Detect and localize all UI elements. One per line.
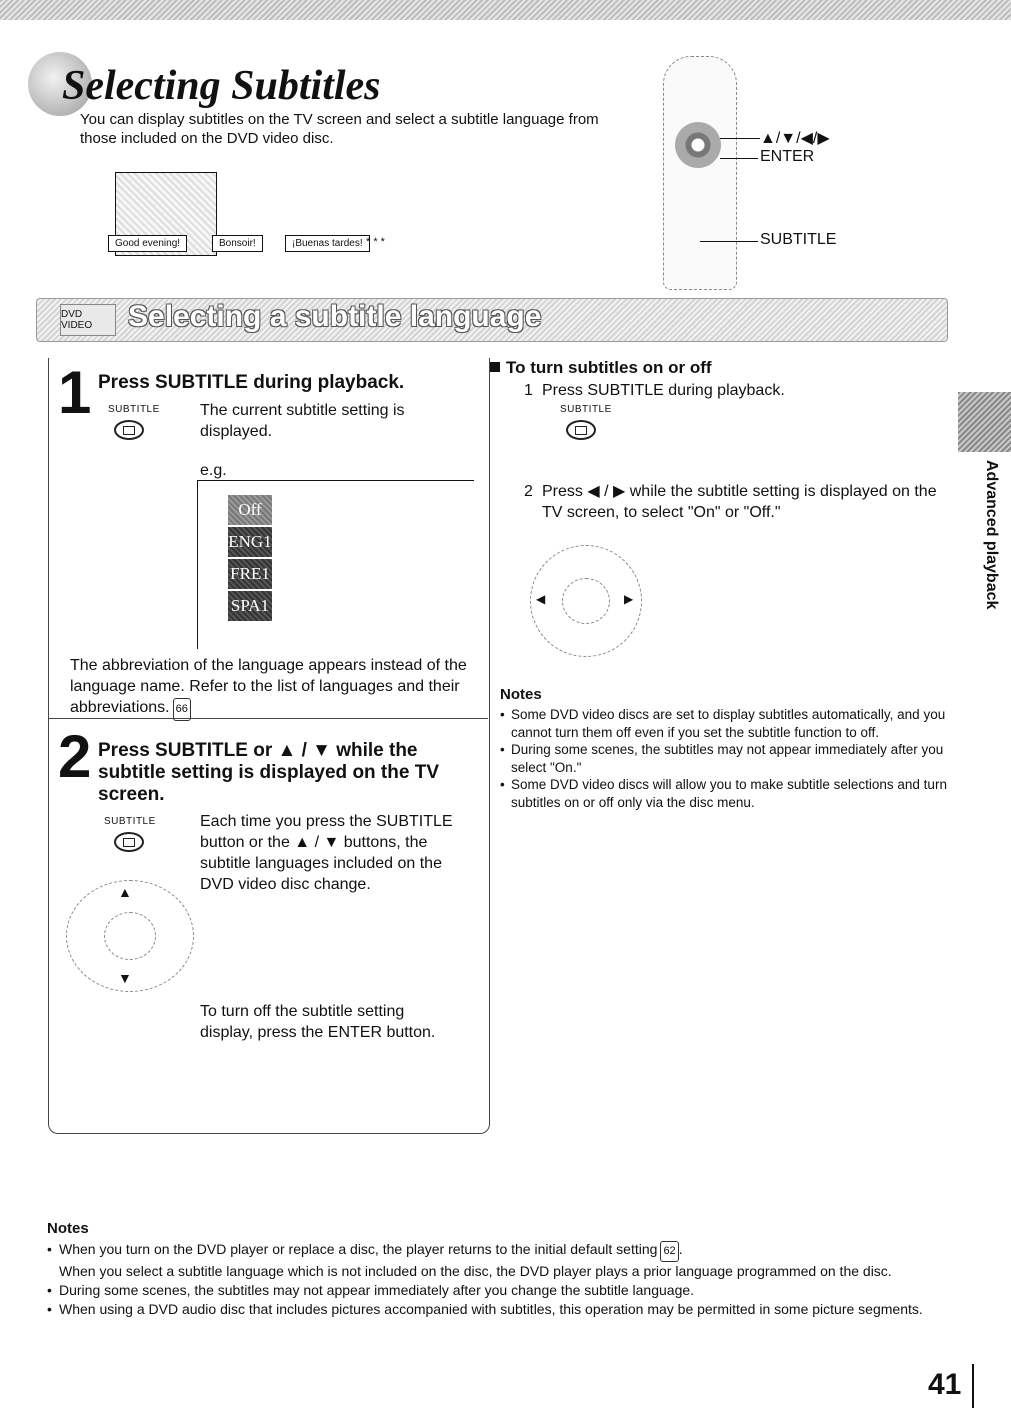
subtitle-button-icon bbox=[114, 420, 144, 440]
bullet-square-icon bbox=[490, 362, 500, 372]
step-divider bbox=[48, 718, 488, 719]
callout-line-enter bbox=[720, 158, 758, 159]
step-1-number: 1 bbox=[58, 359, 92, 426]
step-1-eg: e.g. bbox=[200, 462, 227, 479]
subtitle-bubble-french: Bonsoir! bbox=[212, 233, 263, 251]
step-2-button-label: SUBTITLE bbox=[104, 816, 156, 827]
down-arrow-icon: ▼ bbox=[118, 970, 132, 986]
subtitle-option-fre1: FRE1 bbox=[228, 559, 272, 589]
remote-enter-label: ENTER bbox=[760, 148, 815, 165]
step-2-number: 2 bbox=[58, 723, 92, 790]
step-2-text: Each time you press the SUBTITLE button or the ▲ / ▼ buttons, the subtitle languages included on the DVD video disc change. bbox=[200, 813, 453, 893]
callout-line-subtitle bbox=[700, 241, 758, 242]
page-number-bar bbox=[972, 1364, 974, 1408]
step-1-title: Press SUBTITLE during playback. bbox=[98, 372, 405, 393]
toggle-heading: To turn subtitles on or off bbox=[506, 358, 712, 377]
toggle-step-1-text: Press SUBTITLE during playback. bbox=[542, 382, 785, 399]
subtitle-option-off: Off bbox=[228, 495, 272, 525]
step-1-after-text: The abbreviation of the language appears instead of the language name. Refer to the list of languages and their abbreviations. 66 bbox=[70, 655, 480, 721]
illustration-dots: * * * bbox=[366, 236, 385, 248]
step-1-button-label: SUBTITLE bbox=[108, 404, 160, 415]
subtitle-option-eng1: ENG1 bbox=[228, 527, 272, 557]
left-arrow-icon: ◀ bbox=[536, 592, 546, 606]
note-item: • When you turn on the DVD player or replace a disc, the player returns to the initial default setting 62 . When you select a subtitle language which is not included on the disc, the DVD player plays a prior language programmed on the disc. bbox=[47, 1241, 892, 1279]
toggle-step-2-number: 2 bbox=[524, 483, 533, 500]
right-notes-list bbox=[500, 706, 950, 811]
page-number: 41 bbox=[928, 1368, 962, 1401]
side-tab-marker bbox=[958, 392, 1011, 452]
up-arrow-icon: ▲ bbox=[118, 884, 132, 900]
right-arrow-icon: ▶ bbox=[624, 592, 634, 606]
section-title: Selecting a subtitle language bbox=[128, 300, 542, 333]
bottom-notes-list bbox=[47, 1240, 947, 1319]
side-tab-label: Advanced playback bbox=[983, 460, 1000, 610]
remote-subtitle-label: SUBTITLE bbox=[760, 231, 837, 248]
toggle-step-1-number: 1 bbox=[524, 382, 533, 399]
note-item: • Some DVD video discs will allow you to make subtitle selections and turn subtitles on or off only via the disc menu. bbox=[500, 777, 947, 810]
intro-text: You can display subtitles on the TV screen and select a subtitle language from those included on the DVD video disc. bbox=[80, 111, 599, 147]
subtitle-button-icon bbox=[566, 420, 596, 440]
remote-control-illustration bbox=[663, 56, 737, 290]
note-item: • During some scenes, the subtitles may not appear immediately after you select "On." bbox=[500, 742, 944, 775]
subtitle-option-spa1: SPA1 bbox=[228, 591, 272, 621]
subtitle-bubble-spanish: ¡Buenas tardes! bbox=[285, 233, 370, 251]
page-ref-62: 62 bbox=[660, 1241, 678, 1262]
callout-line-arrows bbox=[720, 138, 760, 139]
note-item: • Some DVD video discs are set to display subtitles automatically, and you cannot turn them off even if you set the subtitle function to off. bbox=[500, 707, 946, 740]
enter-button-icon bbox=[562, 578, 610, 624]
remote-arrows-label: ▲/▼/◀/▶ bbox=[760, 130, 830, 147]
step-2-enter-text: To turn off the subtitle setting display, press the ENTER button. bbox=[200, 1003, 436, 1041]
subtitle-menu bbox=[228, 495, 272, 623]
note-item: • When using a DVD audio disc that includes pictures accompanied with subtitles, this operation may be permitted in some picture segments. bbox=[47, 1301, 923, 1317]
dvd-video-badge: DVD VIDEO bbox=[60, 304, 116, 336]
step-2-title: Press SUBTITLE or ▲ / ▼ while the subtitle setting is displayed on the TV screen. bbox=[98, 740, 439, 805]
step-1-text: The current subtitle setting is displayed. bbox=[200, 402, 405, 440]
page-title: Selecting Subtitles bbox=[62, 63, 381, 109]
page-ref-66: 66 bbox=[173, 698, 191, 721]
remote-dial-icon bbox=[675, 122, 721, 168]
top-pattern-band bbox=[0, 0, 1011, 20]
note-item: • During some scenes, the subtitles may not appear immediately after you change the subtitle language. bbox=[47, 1282, 695, 1298]
toggle-step-2-text: Press ◀ / ▶ while the subtitle setting is displayed on the TV screen, to select "On" or "Off." bbox=[542, 483, 937, 521]
enter-button-icon bbox=[104, 912, 156, 960]
toggle-button-label: SUBTITLE bbox=[560, 404, 612, 415]
subtitle-button-icon bbox=[114, 832, 144, 852]
right-notes-heading: Notes bbox=[500, 686, 542, 703]
subtitle-bubble-english: Good evening! bbox=[108, 233, 187, 251]
bottom-notes-heading: Notes bbox=[47, 1220, 89, 1237]
